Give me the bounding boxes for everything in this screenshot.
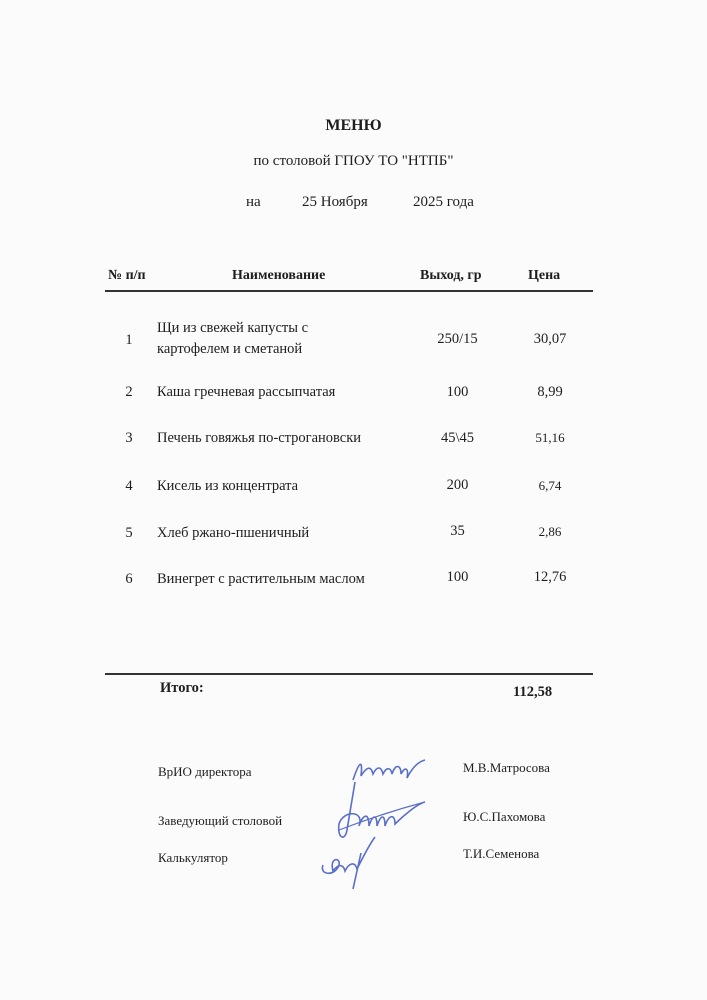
row-number: 1 (125, 332, 133, 348)
row-name: Хлеб ржано-пшеничный (157, 525, 310, 541)
signature-name-director: М.В.Матросова (463, 760, 550, 775)
total-divider (105, 673, 593, 675)
column-header-number: № п/п (108, 268, 146, 283)
row-name: Каша гречневая рассыпчатая (157, 384, 336, 400)
row-yield: 45\45 (440, 430, 475, 446)
column-header-yield: Выход, гр (420, 268, 482, 283)
page-subtitle: по столовой ГПОУ ТО "НТПБ" (253, 153, 454, 169)
row-price: 51,16 (535, 430, 565, 445)
row-yield: 250/15 (437, 331, 478, 347)
date-prefix: на (246, 194, 261, 210)
header-divider (105, 290, 593, 292)
row-number: 6 (125, 571, 133, 587)
signature-role-calculator: Калькулятор (158, 850, 228, 865)
row-number: 5 (125, 525, 133, 541)
row-yield: 200 (446, 477, 469, 493)
row-yield: 100 (446, 569, 469, 585)
row-price: 12,76 (533, 569, 567, 585)
signature-name-calculator: Т.И.Семенова (463, 846, 540, 861)
signature-role-director: ВрИО директора (158, 764, 252, 779)
row-name: Кисель из концентрата (157, 478, 299, 494)
row-name-continued: картофелем и сметаной (157, 341, 303, 357)
row-name: Печень говяжья по-строгановски (157, 430, 362, 446)
signature-role-canteen-head: Заведующий столовой (158, 813, 283, 828)
signature-calculator (315, 835, 385, 890)
row-number: 3 (125, 430, 133, 446)
column-header-price: Цена (528, 268, 561, 283)
row-name: Щи из свежей капусты с (157, 320, 309, 336)
row-yield: 100 (446, 384, 469, 400)
date-day: 25 Ноября (302, 194, 368, 210)
total-value: 112,58 (513, 684, 553, 700)
row-price: 6,74 (538, 478, 562, 493)
row-price: 30,07 (533, 331, 567, 347)
row-price: 8,99 (537, 384, 563, 400)
page-title: МЕНЮ (325, 117, 382, 134)
total-label: Итого: (160, 680, 204, 696)
row-number: 4 (125, 478, 133, 494)
date-year: 2025 года (413, 194, 474, 210)
row-name: Винегрет с растительным маслом (157, 571, 365, 587)
row-price: 2,86 (538, 524, 562, 539)
row-yield: 35 (450, 523, 465, 539)
column-header-name: Наименование (232, 268, 326, 283)
signature-name-canteen-head: Ю.С.Пахомова (463, 809, 546, 824)
row-number: 2 (125, 384, 133, 400)
